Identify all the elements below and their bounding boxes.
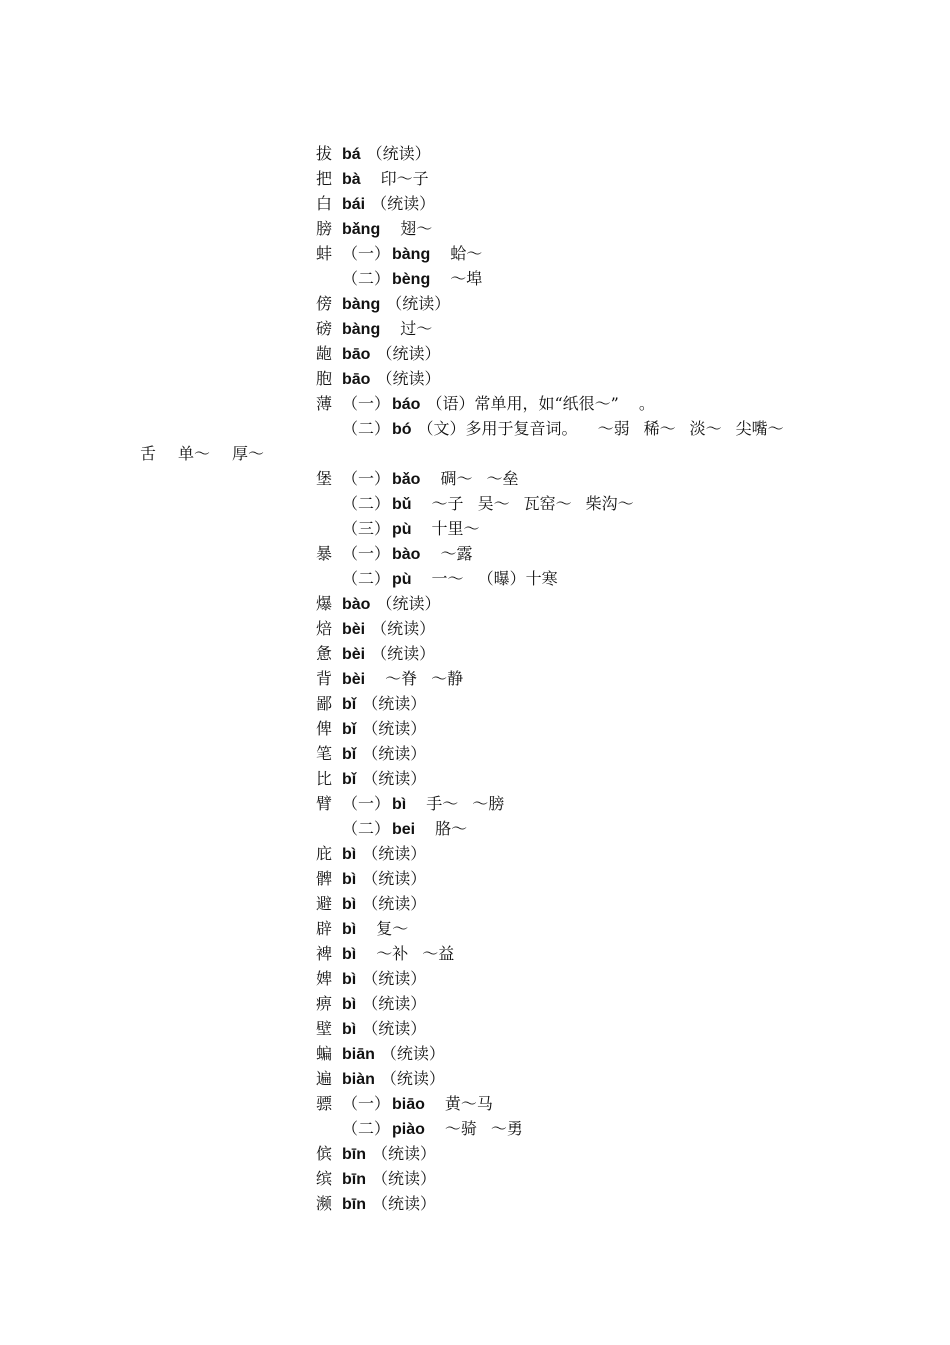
entry-character: 臂: [316, 794, 333, 813]
entry-character: 爆: [316, 594, 333, 613]
example-word: 翅～: [400, 219, 433, 238]
entry-character: 龅: [316, 344, 333, 363]
entry-character: 裨: [316, 944, 333, 963]
example-word: 吴～: [477, 494, 510, 513]
entry-line: [316, 617, 441, 641]
pinyin: bì: [342, 896, 357, 913]
pinyin: bào: [392, 546, 421, 563]
pinyin: bì: [342, 946, 357, 963]
continuation-line: [140, 442, 286, 466]
pinyin: bào: [342, 596, 371, 613]
entry-line: [316, 742, 432, 766]
example-word: ～埠: [450, 269, 483, 288]
example-word: 手～: [426, 794, 459, 813]
pinyin: bá: [342, 146, 361, 163]
example-word: 稀～: [643, 419, 676, 438]
entry-line: [316, 592, 446, 616]
pinyin: biāo: [392, 1096, 425, 1113]
entry-line: [316, 967, 432, 991]
entry-line: [316, 867, 432, 891]
example-word: 厚～: [232, 444, 265, 463]
reading-number: （三）: [342, 519, 391, 538]
pinyin: bèi: [342, 646, 366, 663]
reading-number: （一）: [342, 544, 391, 563]
pinyin: bāo: [342, 346, 371, 363]
reading-note: （统读）: [371, 644, 436, 663]
pinyin: bǐ: [342, 721, 357, 738]
reading-number: （二）: [342, 494, 391, 513]
entry-line: [316, 417, 784, 441]
pinyin: bèi: [342, 621, 366, 638]
entry-character: 遍: [316, 1069, 333, 1088]
entry-character: 比: [316, 769, 333, 788]
reading-note: （统读）: [362, 719, 427, 738]
pinyin: bǐ: [342, 746, 357, 763]
entry-character: 俾: [316, 719, 333, 738]
entry-character: 傍: [316, 294, 333, 313]
example-word: 舌: [140, 444, 157, 463]
reading-number: （二）: [342, 819, 391, 838]
entry-character: 髀: [316, 869, 333, 888]
entry-line: [316, 992, 432, 1016]
pinyin: biān: [342, 1046, 375, 1063]
entry-character: 蝙: [316, 1044, 333, 1063]
pinyin: bì: [342, 846, 357, 863]
example-word: 单～: [178, 444, 211, 463]
pinyin: bì: [342, 996, 357, 1013]
entry-line: [316, 1092, 493, 1116]
entry-character: 白: [316, 194, 333, 213]
example-word: 十里～: [431, 519, 480, 538]
entry-line: [316, 1117, 523, 1141]
entry-character: 辟: [316, 919, 333, 938]
entry-character: 笔: [316, 744, 333, 763]
reading-note: （统读）: [376, 594, 441, 613]
entry-line: [316, 267, 482, 291]
entry-line: [316, 1042, 451, 1066]
pinyin: bó: [392, 421, 412, 438]
entry-line: [316, 517, 480, 541]
example-word: 柴沟～: [585, 494, 634, 513]
example-word: 瓦窑～: [523, 494, 572, 513]
entry-line: [316, 892, 432, 916]
reading-note: （统读）: [371, 194, 436, 213]
entry-line: [316, 567, 558, 591]
entry-character: 惫: [316, 644, 333, 663]
entry-character: 鄙: [316, 694, 333, 713]
pinyin: bàng: [342, 321, 381, 338]
entry-line: [316, 842, 432, 866]
pinyin: báo: [392, 396, 421, 413]
reading-note: （统读）: [380, 1069, 445, 1088]
entry-line: [316, 242, 482, 266]
example-word: 复～: [376, 919, 409, 938]
pinyin: bì: [392, 796, 407, 813]
pinyin: bèi: [342, 671, 366, 688]
entry-line: [316, 317, 432, 341]
example-word: 尖嘴～: [735, 419, 784, 438]
entry-line: [316, 692, 432, 716]
pinyin: bīn: [342, 1171, 366, 1188]
example-word: ～补: [376, 944, 409, 963]
entry-character: 庇: [316, 844, 333, 863]
entry-line: [316, 342, 446, 366]
entry-character: 磅: [316, 319, 333, 338]
entry-character: 焙: [316, 619, 333, 638]
example-word: ～静: [431, 669, 464, 688]
pinyin: bì: [342, 1021, 357, 1038]
example-word: 胳～: [435, 819, 468, 838]
entry-line: [316, 1142, 442, 1166]
reading-note: （统读）: [366, 144, 431, 163]
pinyin: piào: [392, 1121, 425, 1138]
entry-line: [316, 167, 429, 191]
example-word: 蛤～: [450, 244, 483, 263]
reading-number: （二）: [342, 569, 391, 588]
reading-note: （统读）: [362, 894, 427, 913]
entry-line: [316, 1192, 442, 1216]
reading-note: （文）多用于复音词。: [417, 419, 578, 438]
pinyin: bàng: [392, 246, 431, 263]
example-word: ～勇: [490, 1119, 523, 1138]
entry-character: 薄: [316, 394, 333, 413]
pinyin: bīn: [342, 1146, 366, 1163]
entry-line: [316, 192, 441, 216]
pinyin: bèng: [392, 271, 431, 288]
example-word: 过～: [400, 319, 433, 338]
reading-note: （统读）: [362, 1019, 427, 1038]
reading-note: （语）常单用，如“纸很～”: [426, 394, 619, 413]
entry-character: 堡: [316, 469, 333, 488]
entry-line: [316, 792, 504, 816]
pinyin: pù: [392, 521, 412, 538]
pinyin: bái: [342, 196, 366, 213]
pinyin: bǎng: [342, 221, 381, 238]
entry-character: 婢: [316, 969, 333, 988]
reading-number: （一）: [342, 1094, 391, 1113]
entry-line: [316, 1167, 442, 1191]
reading-note: （统读）: [372, 1194, 437, 1213]
pinyin: bì: [342, 921, 357, 938]
example-word: ～益: [422, 944, 455, 963]
entry-line: [316, 642, 441, 666]
pinyin: bīn: [342, 1196, 366, 1213]
pinyin: bì: [342, 971, 357, 988]
entry-character: 骠: [316, 1094, 333, 1113]
entry-line: [316, 1017, 432, 1041]
pinyin: bei: [392, 821, 416, 838]
entry-line: [316, 367, 446, 391]
example-word: ～垒: [486, 469, 519, 488]
reading-number: （二）: [342, 269, 391, 288]
entry-character: 痹: [316, 994, 333, 1013]
entry-character: 胞: [316, 369, 333, 388]
pinyin: bì: [342, 871, 357, 888]
reading-number: （一）: [342, 244, 391, 263]
entry-character: 背: [316, 669, 333, 688]
entry-line: [316, 542, 472, 566]
entry-character: 濒: [316, 1194, 333, 1213]
reading-number: （二）: [342, 419, 391, 438]
entry-line: [316, 942, 454, 966]
entry-line: [316, 292, 456, 316]
example-word: ～骑: [444, 1119, 477, 1138]
pinyin: bǎo: [392, 471, 421, 488]
example-word: ～弱: [597, 419, 630, 438]
entry-character: 缤: [316, 1169, 333, 1188]
reading-note: （统读）: [376, 344, 441, 363]
entry-character: 壁: [316, 1019, 333, 1038]
entry-character: 蚌: [316, 244, 333, 263]
entry-character: 膀: [316, 219, 333, 238]
example-word: 。: [638, 394, 655, 413]
entry-character: 把: [316, 169, 333, 188]
entry-line: [316, 717, 432, 741]
reading-note: （统读）: [380, 1044, 445, 1063]
entry-line: [316, 817, 467, 841]
entry-line: [316, 667, 463, 691]
example-word: ～膀: [472, 794, 505, 813]
example-word: 印～子: [380, 169, 429, 188]
reading-note: （统读）: [386, 294, 451, 313]
reading-note: （统读）: [362, 769, 427, 788]
pinyin: bàng: [342, 296, 381, 313]
reading-note: （统读）: [372, 1144, 437, 1163]
reading-number: （一）: [342, 794, 391, 813]
entry-line: [316, 767, 432, 791]
reading-number: （一）: [342, 469, 391, 488]
entry-line: [316, 217, 432, 241]
example-word: ～露: [440, 544, 473, 563]
example-word: 淡～: [689, 419, 722, 438]
pinyin: bà: [342, 171, 361, 188]
entry-character: 避: [316, 894, 333, 913]
example-word: （曝）十寒: [477, 569, 558, 588]
reading-note: （统读）: [362, 869, 427, 888]
reading-note: （统读）: [362, 694, 427, 713]
entry-line: [316, 467, 518, 491]
reading-note: （统读）: [362, 744, 427, 763]
reading-note: （统读）: [376, 369, 441, 388]
entry-line: [316, 1067, 451, 1091]
reading-note: （统读）: [362, 969, 427, 988]
entry-line: [316, 142, 437, 166]
example-word: ～脊: [385, 669, 418, 688]
entry-character: 拔: [316, 144, 333, 163]
entry-line: [316, 492, 634, 516]
reading-note: （统读）: [362, 994, 427, 1013]
reading-note: （统读）: [362, 844, 427, 863]
reading-number: （二）: [342, 1119, 391, 1138]
pinyin: bǔ: [392, 496, 412, 513]
example-word: 碉～: [440, 469, 473, 488]
entry-character: 暴: [316, 544, 333, 563]
example-word: ～子: [431, 494, 464, 513]
pinyin: bǐ: [342, 696, 357, 713]
example-word: 黄～马: [444, 1094, 493, 1113]
reading-note: （统读）: [372, 1169, 437, 1188]
reading-note: （统读）: [371, 619, 436, 638]
pinyin: biàn: [342, 1071, 375, 1088]
pinyin: bǐ: [342, 771, 357, 788]
entry-line: [316, 917, 408, 941]
reading-number: （一）: [342, 394, 391, 413]
entry-character: 傧: [316, 1144, 333, 1163]
pinyin: pù: [392, 571, 412, 588]
pinyin: bāo: [342, 371, 371, 388]
example-word: 一～: [431, 569, 464, 588]
entry-line: [316, 392, 655, 416]
